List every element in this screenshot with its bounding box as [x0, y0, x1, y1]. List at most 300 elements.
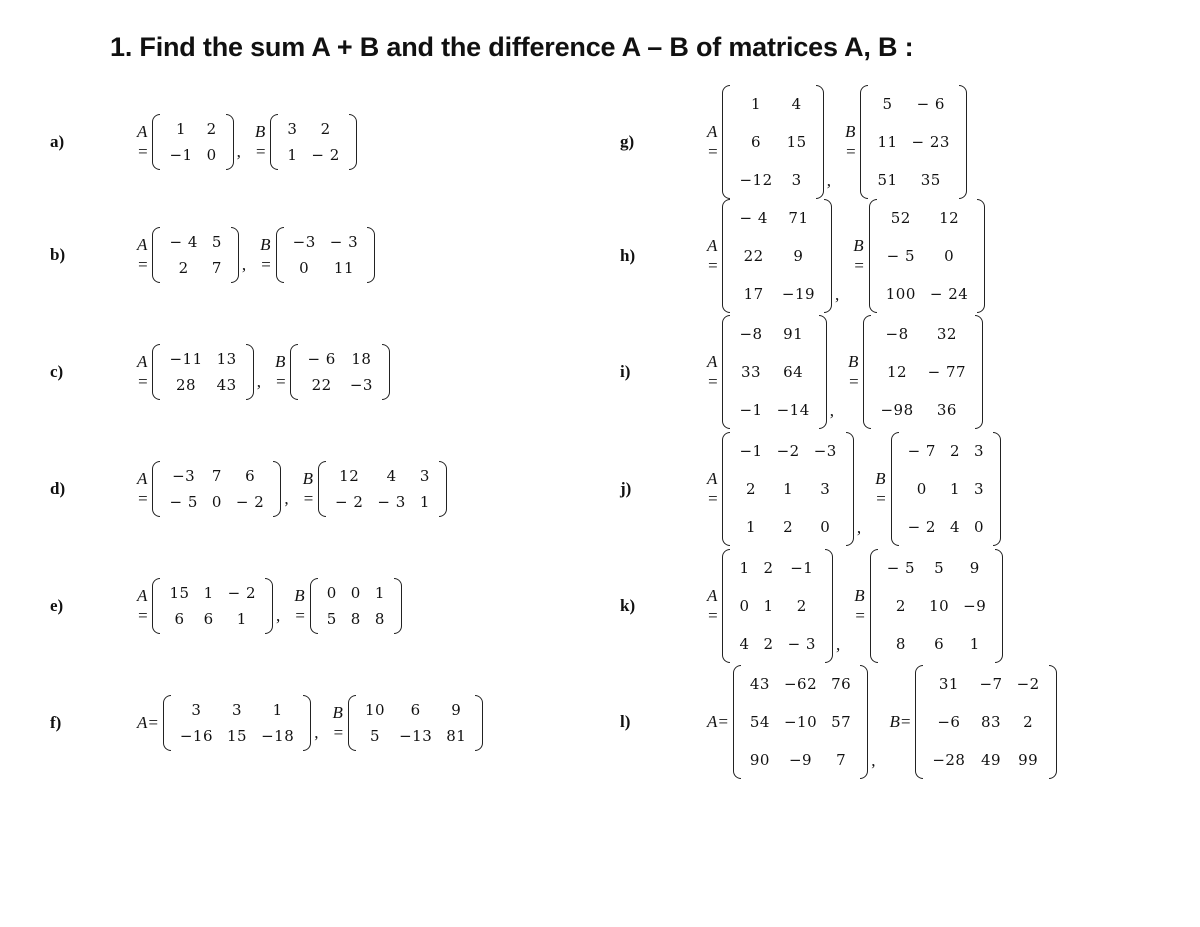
matrix-entry: 0: [739, 597, 750, 615]
matrix-entry: −3: [292, 233, 316, 251]
matrix-entry: 43: [749, 675, 770, 693]
matrix-a-label: A =: [137, 352, 149, 391]
matrix-entry: 54: [749, 713, 770, 731]
matrix-entry: −7: [979, 675, 1003, 693]
matrix-entry: 1: [746, 518, 757, 536]
matrix-entry: −1: [169, 146, 193, 164]
problem-label: g): [620, 132, 635, 151]
matrix-row: [286, 229, 366, 255]
b-matrix-table: [280, 116, 346, 168]
matrix-entry: 6: [203, 610, 214, 628]
a-matrix: [722, 85, 823, 199]
b-matrix-table: [328, 463, 437, 515]
matrix-row: [873, 353, 973, 391]
a-matrix-table: [732, 549, 822, 663]
matrix-row: [732, 85, 813, 123]
a-matrix-table: [173, 697, 301, 749]
matrix-entry: 7: [836, 751, 847, 769]
matrix-entry: 2: [1023, 713, 1034, 731]
matrix-a-label: A =: [137, 586, 149, 625]
matrix-entry: −19: [781, 285, 816, 303]
matrix-expression: [137, 114, 357, 170]
matrix-a-label: A=: [137, 713, 159, 732]
matrix-row: [280, 142, 346, 168]
matrix-row: [880, 549, 994, 587]
a-matrix: [722, 432, 853, 546]
separator-comma: ,: [835, 635, 841, 654]
matrix-entry: 2: [763, 635, 774, 653]
matrix-entry: 2: [320, 120, 331, 138]
matrix-entry: 0: [944, 247, 955, 265]
matrix-row: [870, 123, 957, 161]
matrix-entry: 31: [938, 675, 959, 693]
matrix-b-label: B =: [844, 122, 857, 161]
matrix-entry: 11: [877, 133, 898, 151]
matrix-entry: − 4: [739, 209, 768, 227]
matrix-entry: 35: [920, 171, 941, 189]
matrix-entry: 5: [326, 610, 337, 628]
a-matrix-table: [162, 229, 228, 281]
matrix-entry: −18: [261, 727, 295, 745]
matrix-entry: 51: [877, 171, 898, 189]
a-matrix: [722, 199, 832, 313]
b-matrix-table: [320, 580, 392, 632]
matrix-b-label: B=: [889, 712, 912, 731]
matrix-expression: [707, 549, 1003, 663]
matrix-row: [162, 255, 228, 281]
matrix-entry: 2: [206, 120, 217, 138]
matrix-entry: −9: [788, 751, 813, 769]
matrix-row: [173, 697, 301, 723]
matrix-entry: 2: [895, 597, 906, 615]
matrix-entry: −11: [169, 350, 203, 368]
matrix-row: [901, 432, 991, 470]
matrix-row: [870, 85, 957, 123]
matrix-entry: 100: [885, 285, 916, 303]
a-matrix-table: [732, 199, 822, 313]
matrix-a-label: A =: [707, 586, 719, 625]
b-matrix: [290, 344, 390, 400]
b-matrix-table: [925, 665, 1046, 779]
matrix-entry: − 5: [886, 559, 916, 577]
matrix-entry: −1: [790, 559, 814, 577]
matrix-row: [358, 697, 473, 723]
matrix-entry: 3: [419, 467, 430, 485]
matrix-row: [162, 489, 271, 515]
matrix-entry: 1: [272, 701, 283, 719]
matrix-entry: − 4: [169, 233, 198, 251]
matrix-row: [901, 508, 991, 546]
matrix-entry: 7: [211, 259, 222, 277]
matrix-expression: [707, 85, 967, 199]
matrix-entry: 1: [236, 610, 247, 628]
matrix-entry: −1: [739, 401, 763, 419]
matrix-entry: 3: [974, 442, 985, 460]
matrix-entry: − 2: [907, 518, 936, 536]
b-matrix: [870, 549, 1004, 663]
matrix-row: [162, 346, 243, 372]
matrix-entry: 83: [980, 713, 1002, 731]
matrix-entry: 99: [1018, 751, 1039, 769]
matrix-entry: 8: [374, 610, 385, 628]
b-matrix: [348, 695, 483, 751]
problem-label: d): [50, 479, 66, 498]
b-matrix: [860, 85, 967, 199]
b-matrix: [276, 227, 376, 283]
matrix-row: [732, 508, 843, 546]
matrix-entry: 15: [169, 584, 190, 602]
matrix-entry: 3: [974, 480, 985, 498]
matrix-entry: 6: [751, 133, 762, 151]
matrix-entry: 2: [178, 259, 189, 277]
matrix-row: [162, 580, 263, 606]
matrix-expression: [707, 315, 983, 429]
matrix-entry: 1: [969, 635, 980, 653]
matrix-entry: 1: [203, 584, 214, 602]
matrix-entry: 15: [786, 133, 807, 151]
matrix-entry: 10: [929, 597, 950, 615]
matrix-entry: 22: [311, 376, 332, 394]
matrix-row: [873, 391, 973, 429]
matrix-row: [732, 123, 813, 161]
matrix-entry: − 6: [916, 95, 945, 113]
matrix-row: [173, 723, 301, 749]
problem-label: f): [50, 713, 62, 732]
separator-comma: ,: [835, 285, 840, 304]
matrix-entry: − 3: [377, 493, 406, 511]
matrix-entry: 10: [364, 701, 386, 719]
matrix-entry: 0: [326, 584, 337, 602]
matrix-row: [162, 372, 243, 398]
matrix-b-label: B =: [302, 469, 315, 508]
matrix-expression: [137, 578, 402, 634]
matrix-entry: −98: [880, 401, 914, 419]
separator-comma: ,: [284, 489, 289, 508]
matrix-row: [162, 606, 263, 632]
matrix-entry: 33: [741, 363, 762, 381]
matrix-entry: 32: [936, 325, 957, 343]
matrix-expression: [137, 695, 483, 751]
b-matrix: [270, 114, 356, 170]
a-matrix-table: [162, 346, 243, 398]
matrix-row: [732, 237, 822, 275]
matrix-entry: −13: [399, 727, 433, 745]
matrix-a-label: A =: [137, 469, 149, 508]
matrix-entry: 6: [410, 701, 421, 719]
matrix-entry: −2: [776, 442, 800, 460]
matrix-row: [880, 587, 994, 625]
matrix-row: [732, 549, 822, 587]
matrix-entry: 5: [370, 727, 381, 745]
matrix-b-label: B =: [294, 586, 306, 625]
matrix-entry: 0: [916, 480, 927, 498]
problem-label: j): [620, 479, 632, 498]
matrix-entry: −62: [783, 675, 818, 693]
matrix-row: [280, 116, 346, 142]
matrix-entry: −16: [179, 727, 214, 745]
matrix-row: [880, 625, 994, 663]
matrix-row: [901, 470, 991, 508]
matrix-entry: − 3: [787, 635, 816, 653]
matrix-entry: 2: [746, 480, 757, 498]
problem-label: e): [50, 596, 64, 615]
problem-label: c): [50, 362, 64, 381]
matrix-expression: [707, 432, 1001, 546]
matrix-row: [879, 237, 976, 275]
matrix-row: [732, 353, 816, 391]
b-matrix-table: [358, 697, 473, 749]
b-matrix: [891, 432, 1001, 546]
matrix-entry: 81: [446, 727, 467, 745]
a-matrix: [152, 578, 273, 634]
a-matrix: [733, 665, 868, 779]
matrix-entry: 6: [934, 635, 945, 653]
matrix-entry: 49: [980, 751, 1002, 769]
matrix-a-label: A =: [707, 236, 719, 275]
matrix-b-label: B =: [260, 235, 272, 274]
matrix-b-label: B =: [848, 352, 860, 391]
b-matrix: [318, 461, 447, 517]
matrix-entry: 4: [791, 95, 802, 113]
problem-label: b): [50, 245, 66, 264]
matrix-entry: − 5: [169, 493, 198, 511]
matrix-b-label: B =: [274, 352, 287, 391]
a-matrix-table: [732, 432, 843, 546]
separator-comma: ,: [826, 171, 831, 190]
matrix-entry: 5: [934, 559, 945, 577]
matrix-entry: 71: [788, 209, 809, 227]
matrix-row: [286, 255, 366, 281]
matrix-row: [732, 199, 822, 237]
matrix-a-label: A =: [707, 469, 719, 508]
matrix-row: [925, 703, 1046, 741]
matrix-entry: 13: [216, 350, 237, 368]
matrix-row: [300, 346, 380, 372]
matrix-row: [879, 275, 976, 313]
matrix-entry: − 7: [907, 442, 936, 460]
matrix-entry: −8: [885, 325, 909, 343]
matrix-entry: 9: [451, 701, 462, 719]
matrix-entry: 1: [374, 584, 385, 602]
matrix-entry: 0: [206, 146, 217, 164]
matrix-entry: 15: [227, 727, 248, 745]
matrix-entry: 1: [949, 480, 961, 498]
matrix-entry: 0: [974, 518, 985, 536]
matrix-row: [328, 489, 437, 515]
matrix-entry: − 5: [886, 247, 916, 265]
separator-comma: ,: [829, 401, 835, 420]
matrix-entry: 0: [211, 493, 222, 511]
b-matrix-table: [873, 315, 973, 429]
matrix-entry: −9: [963, 597, 987, 615]
matrix-row: [873, 315, 973, 353]
a-matrix-table: [732, 315, 816, 429]
b-matrix-table: [880, 549, 994, 663]
a-matrix-table: [743, 665, 858, 779]
matrix-entry: −28: [932, 751, 966, 769]
matrix-entry: − 2: [227, 584, 257, 602]
matrix-entry: 8: [350, 610, 361, 628]
matrix-entry: 3: [232, 701, 243, 719]
matrix-entry: −14: [776, 401, 810, 419]
a-matrix: [152, 344, 253, 400]
matrix-row: [320, 606, 392, 632]
a-matrix: [152, 461, 281, 517]
b-matrix: [310, 578, 402, 634]
matrix-row: [743, 741, 858, 779]
matrix-row: [162, 116, 223, 142]
matrix-entry: 57: [831, 713, 852, 731]
b-matrix-table: [300, 346, 380, 398]
matrix-a-label: A =: [707, 122, 719, 161]
a-matrix: [163, 695, 311, 751]
matrix-row: [162, 229, 228, 255]
matrix-entry: −12: [739, 171, 773, 189]
b-matrix: [915, 665, 1056, 779]
matrix-entry: − 6: [307, 350, 336, 368]
matrix-entry: 18: [351, 350, 372, 368]
matrix-entry: 9: [793, 247, 804, 265]
matrix-entry: 2: [783, 518, 794, 536]
matrix-entry: 90: [749, 751, 770, 769]
matrix-entry: 76: [831, 675, 852, 693]
matrix-entry: 52: [890, 209, 911, 227]
matrix-entry: 1: [176, 120, 187, 138]
matrix-row: [732, 275, 822, 313]
problem-label: i): [620, 362, 631, 381]
matrix-entry: 2: [763, 559, 774, 577]
separator-comma: ,: [236, 142, 241, 161]
matrix-expression: [137, 461, 447, 517]
matrix-expression: [707, 199, 985, 313]
matrix-row: [300, 372, 380, 398]
a-matrix-table: [162, 463, 271, 515]
problem-label: l): [620, 712, 631, 731]
b-matrix-table: [901, 432, 991, 546]
matrix-entry: 4: [739, 635, 750, 653]
matrix-expression: [707, 665, 1057, 779]
matrix-entry: 6: [174, 610, 185, 628]
matrix-b-label: B =: [875, 469, 887, 508]
matrix-entry: 36: [936, 401, 957, 419]
matrix-entry: 1: [419, 493, 430, 511]
matrix-entry: −10: [783, 713, 818, 731]
matrix-entry: 12: [339, 467, 360, 485]
matrix-entry: 1: [751, 95, 762, 113]
matrix-entry: −8: [739, 325, 763, 343]
matrix-entry: 4: [949, 518, 961, 536]
matrix-expression: [137, 344, 390, 400]
separator-comma: ,: [256, 372, 261, 391]
matrix-entry: −2: [1016, 675, 1040, 693]
matrix-row: [162, 463, 271, 489]
matrix-row: [743, 703, 858, 741]
matrix-row: [743, 665, 858, 703]
matrix-entry: 1: [739, 559, 750, 577]
matrix-b-label: B =: [854, 586, 866, 625]
a-matrix: [722, 315, 826, 429]
b-matrix-table: [879, 199, 976, 313]
matrix-entry: − 23: [911, 133, 950, 151]
matrix-entry: 3: [191, 701, 202, 719]
b-matrix: [863, 315, 983, 429]
matrix-entry: − 2: [335, 493, 364, 511]
matrix-entry: 6: [245, 467, 256, 485]
matrix-entry: 91: [783, 325, 804, 343]
matrix-entry: 0: [350, 584, 361, 602]
matrix-entry: 9: [969, 559, 980, 577]
matrix-entry: 1: [783, 480, 794, 498]
matrix-row: [879, 199, 976, 237]
matrix-row: [925, 665, 1046, 703]
matrix-entry: 28: [176, 376, 197, 394]
separator-comma: ,: [314, 723, 319, 742]
matrix-entry: 0: [820, 518, 831, 536]
matrix-row: [732, 587, 822, 625]
matrix-entry: 3: [820, 480, 831, 498]
matrix-b-label: B =: [254, 122, 267, 161]
a-matrix: [722, 549, 832, 663]
problem-label: h): [620, 246, 636, 265]
a-matrix-table: [732, 85, 813, 199]
matrix-entry: −3: [813, 442, 837, 460]
matrix-a-label: A =: [137, 122, 149, 161]
separator-comma: ,: [241, 255, 247, 274]
a-matrix-table: [162, 116, 223, 168]
problem-label: a): [50, 132, 65, 151]
matrix-entry: − 2: [235, 493, 265, 511]
matrix-b-label: B =: [853, 236, 865, 275]
matrix-entry: 17: [743, 285, 764, 303]
matrix-entry: −1: [739, 442, 763, 460]
matrix-entry: 3: [287, 120, 298, 138]
matrix-entry: −6: [937, 713, 961, 731]
problem-label: k): [620, 596, 636, 615]
matrix-entry: 11: [333, 259, 354, 277]
b-matrix: [869, 199, 986, 313]
matrix-row: [732, 432, 843, 470]
matrix-row: [328, 463, 437, 489]
matrix-row: [732, 391, 816, 429]
matrix-b-label: B =: [332, 703, 344, 742]
matrix-entry: 4: [386, 467, 397, 485]
separator-comma: ,: [871, 751, 876, 770]
matrix-entry: 1: [287, 146, 298, 164]
matrix-entry: 12: [939, 209, 960, 227]
matrix-entry: 5: [211, 233, 222, 251]
matrix-row: [358, 723, 473, 749]
matrix-entry: 12: [887, 363, 908, 381]
matrix-row: [732, 625, 822, 663]
separator-comma: ,: [276, 606, 281, 625]
matrix-row: [320, 580, 392, 606]
matrix-entry: − 2: [311, 146, 340, 164]
separator-comma: ,: [856, 518, 862, 537]
matrix-a-label: A =: [707, 352, 719, 391]
matrix-row: [870, 161, 957, 199]
a-matrix: [152, 227, 238, 283]
matrix-entry: − 77: [927, 363, 967, 381]
matrix-entry: 8: [895, 635, 906, 653]
matrix-entry: 7: [211, 467, 222, 485]
matrix-entry: 1: [763, 597, 774, 615]
matrix-entry: − 24: [929, 285, 969, 303]
matrix-row: [732, 161, 813, 199]
matrix-entry: 22: [743, 247, 764, 265]
matrix-entry: 64: [783, 363, 804, 381]
matrix-row: [162, 142, 223, 168]
matrix-row: [732, 315, 816, 353]
